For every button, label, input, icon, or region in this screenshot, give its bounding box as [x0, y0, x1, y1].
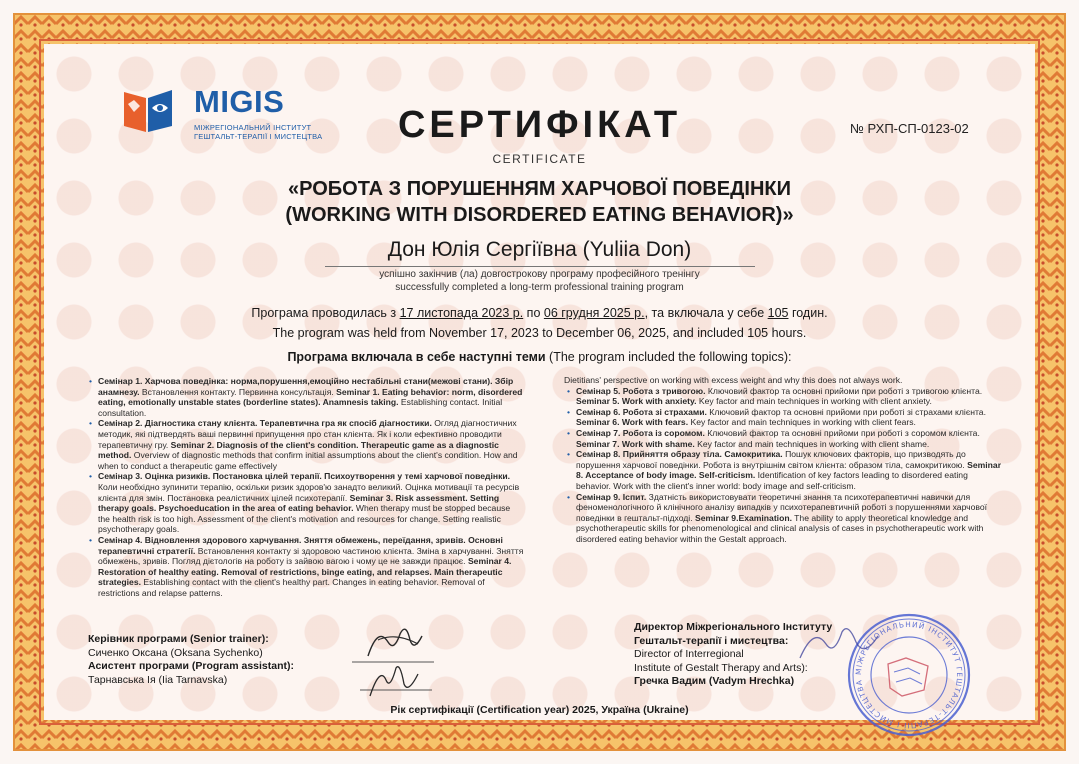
seminar-text-en: Overview of diagnostic methods that confirm initial assumptions about the client's condition. How and when to conduct a therapeutic game effectively [98, 450, 518, 471]
course-title-en: (WORKING WITH DISORDERED EATING BEHAVIOR)» [285, 204, 794, 226]
seminar-item [98, 535, 524, 599]
seminar-item [98, 418, 524, 471]
assistant-name: Тарнавська Ія (Iia Tarnavska) [88, 673, 228, 686]
program-start-date: 17 листопада 2023 р. [399, 306, 524, 320]
director-name: Гречка Вадим (Vadym Hrechka) [634, 675, 795, 687]
seminars-right-column [564, 375, 1004, 545]
seminar-title-ua: Семінар 1. Харчова поведінка: норма,порушення,емоційно нестабільні стани(межові стани). Збір анамнезу. [98, 376, 514, 397]
seminar-text-ua: Пошук ключових факторів, що призводять до порушення харчової поведінки. Робота із внутрішнім світом клієнта: образом тіла, самокритикою. [576, 449, 968, 470]
director-en-1: Director of Interregional [634, 648, 744, 660]
seminar-item [576, 492, 1004, 545]
certificate-number: № РХП-СП-0123-02 [850, 121, 969, 136]
seminar-title-ua: Семінар 3. Оцінка ризиків. Постановка цілей терапії. Психоутворення у темі харчової поведінки. [98, 471, 511, 482]
seminar-item [576, 407, 1004, 428]
certificate-subtitle: CERTIFICATE [492, 152, 587, 166]
logo-subtitle-line-1: МІЖРЕГІОНАЛЬНИЙ ІНСТИТУТ [194, 123, 312, 132]
seminar-item [98, 471, 524, 535]
seminar-text-ua: Огляд діагностичних методик, які підтвердять ваші первинні припущення про стан клієнта. Як і коли ефективно проводити терапевтичну гру. [98, 418, 517, 450]
seminar-title-ua: Семінар 8. Прийняття образу тіла. Самокритика. [576, 449, 783, 460]
seminar-title-ua: Семінар 7. Робота із соромом. [576, 427, 705, 438]
seminar-item [576, 386, 1004, 407]
completed-statement-en: successfully completed a long-term professional training program [395, 282, 684, 293]
seminar-text-en: Identification of key factors leading to disordered eating behavior. Work with the client's inner world: body image and self-criticism. [576, 470, 968, 491]
holder-name: Дон Юлія Сергіївна (Yuliia Don) [387, 238, 692, 261]
seminar-text-ua: Встановлення контакту зі здоровою частиною клієнта. Зміна в харчуванні. Зняття обмежень, зривів. Погляд дієтологів на роботу із зайвою вагою і чому це не завжди працює. [98, 545, 524, 567]
seminar-title-en: Seminar 2. Diagnosis of the client's condition. Therapeutic game as a diagnostic method. [98, 439, 499, 461]
seminar-text-en: Establishing contact. Initial consultation. [98, 397, 503, 418]
program-dates-en: The program was held from November 17, 2023 to December 06, 2025, and included 105 hours. [272, 326, 807, 340]
seminar-text-ua: Здатність використовувати теоретичні знання та психотерапевтичні навички для феноменологічного й клінічного аналізу випадків у психотерапевтичній роботі з порушеннями харчової поведінки в гештальт-підході. [576, 491, 988, 523]
completed-statement-ua: успішно закінчив (ла) довгострокову програму професійного тренінгу [379, 269, 700, 280]
seminar-item [98, 376, 524, 418]
seminar-title-en: Seminar 8. Acceptance of body image. Self-criticism. [576, 459, 1002, 481]
seminar-title-ua: Семінар 9. Іспит. [576, 491, 647, 502]
seminar-title-en: Seminar 3. Risk assessment. Setting therapy goals. Psychoeducation in the area of eating behavior. [98, 492, 500, 514]
seminar-title-ua: Семінар 2. Діагностика стану клієнта. Терапевтична гра як спосіб діагностики. [98, 418, 432, 429]
seminar-text-en: Key factor and main techniques in working with client fears. [688, 417, 916, 428]
assistant-signature [356, 660, 436, 700]
holder-underline [325, 266, 755, 267]
seminar-title-en: Seminar 4. Restoration of healthy eating. Removal of restrictions, binge eating, and relapses. Main therapeutic strategies. [98, 556, 512, 588]
director-label-2: Гештальт-терапії і мистецтва: [634, 634, 789, 647]
program-dates-ua: Програма проводилась з 17 листопада 2023 р. по 06 грудня 2025 р., та включала у себе 105 годин. [251, 306, 828, 320]
seminar-title-ua: Семінар 5. Робота з тривогою. [576, 385, 706, 396]
director-signature [790, 618, 890, 668]
seminar-text-ua: Встановлення контакту. Первинна консультація. [139, 386, 337, 397]
seminar-text-en: When therapy must be stopped because the health risk is too high. Assessment of the client's motivation and resources for change. Setting realistic psychotherapy goals. [98, 503, 511, 535]
certification-year: Рік сертифікації (Certification year) 2025, Україна (Ukraine) [390, 704, 689, 716]
seminar-text-en: Establishing contact with the client's healthy part. Changes in eating behavior. Removal of restrictions and relapse patterns. [98, 577, 485, 598]
seminars-left-column [86, 376, 524, 598]
seminar-text-ua: Коли необхідно зупинити терапію, оскільки ризик здоров'ю занадто великий. Оцінка мотивації та ресурсів клієнта для змін. Постановка реалістичних цілей психотерапії. [98, 481, 520, 503]
logo-subtitle-line-2: ГЕШТАЛЬТ-ТЕРАПІЇ І МИСТЕЦТВА [194, 132, 323, 141]
seminar-title-ua: Семінар 4. Відновлення здорового харчування. Зняття обмежень, переїдання, зривів. Основні терапевтичні стратегії. [98, 534, 503, 556]
program-hours: 105 [767, 306, 789, 320]
seminar-title-en: Seminar 7. Work with shame. [576, 438, 695, 449]
seminar-text-en: Key factor and main techniques in working with client anxiety. [696, 396, 932, 407]
seminar-title-ua: Семінар 6. Робота зі страхами. [576, 406, 707, 417]
course-title-ua: «РОБОТА З ПОРУШЕННЯМ ХАРЧОВОЇ ПОВЕДІНКИ [288, 178, 791, 200]
seminar-text-en: The ability to apply theoretical knowledge and psychotherapeutic skills for phenomenological and clinical analysis of cases in psychotherapeutic work with disordered eating behavior within the Gestalt approach. [576, 512, 984, 544]
seminar-text-ua: Ключовий фактор та основні прийоми при роботі з тривогою клієнта. [705, 385, 983, 396]
seminar-title-en: Seminar 5. Work with anxiety. [576, 396, 697, 407]
topics-heading: Програма включала в себе наступні теми (The program included the following topics): [287, 350, 792, 364]
seminar-text-ua: Ключовий фактор та основні прийоми при роботі зі страхами клієнта. [706, 406, 986, 417]
svg-text:МІЖРЕГІОНАЛЬНИЙ ІНСТИТУТ ГЕШТА: МІЖРЕГІОНАЛЬНИЙ ІНСТИТУТ ГЕШТАЛЬТ-ТЕРАПІЇ І МИСТЕЦТВА [853, 619, 965, 731]
seminar-text-ua: Ключовий фактор та основні прийоми при роботі з соромом клієнта. [704, 427, 980, 438]
seminar-4-continued: Dietitians' perspective on working with excess weight and why this does not always work. [564, 375, 903, 385]
trainers-block [88, 633, 368, 687]
seminar-text-en: Key factor and main techniques in working with client shame. [694, 438, 930, 449]
seminar-item [576, 449, 1004, 491]
certificate-title: СЕРТИФІКАТ [397, 104, 682, 146]
logo-name: MIGIS [194, 84, 285, 119]
director-label-1: Директор Міжрегіонального Інституту [634, 621, 833, 633]
senior-trainer-label: Керівник програми (Senior trainer): [88, 633, 269, 645]
seminar-title-en: Seminar 9.Examination. [695, 512, 792, 523]
senior-trainer-name: Сиченко Оксана (Oksana Sychenko) [88, 646, 263, 659]
seminar-item [576, 428, 1004, 449]
seminar-title-en: Seminar 6. Work with fears. [576, 417, 689, 428]
program-end-date: 06 грудня 2025 р. [543, 306, 645, 320]
seminar-title-en: Seminar 1. Eating behavior: norm, disordered eating, emotionally unstable states (borderline states). Anamnesis taking. [98, 386, 523, 408]
assistant-label: Асистент програми (Program assistant): [88, 660, 295, 672]
director-en-2: Institute of Gestalt Therapy and Arts): [634, 661, 808, 674]
